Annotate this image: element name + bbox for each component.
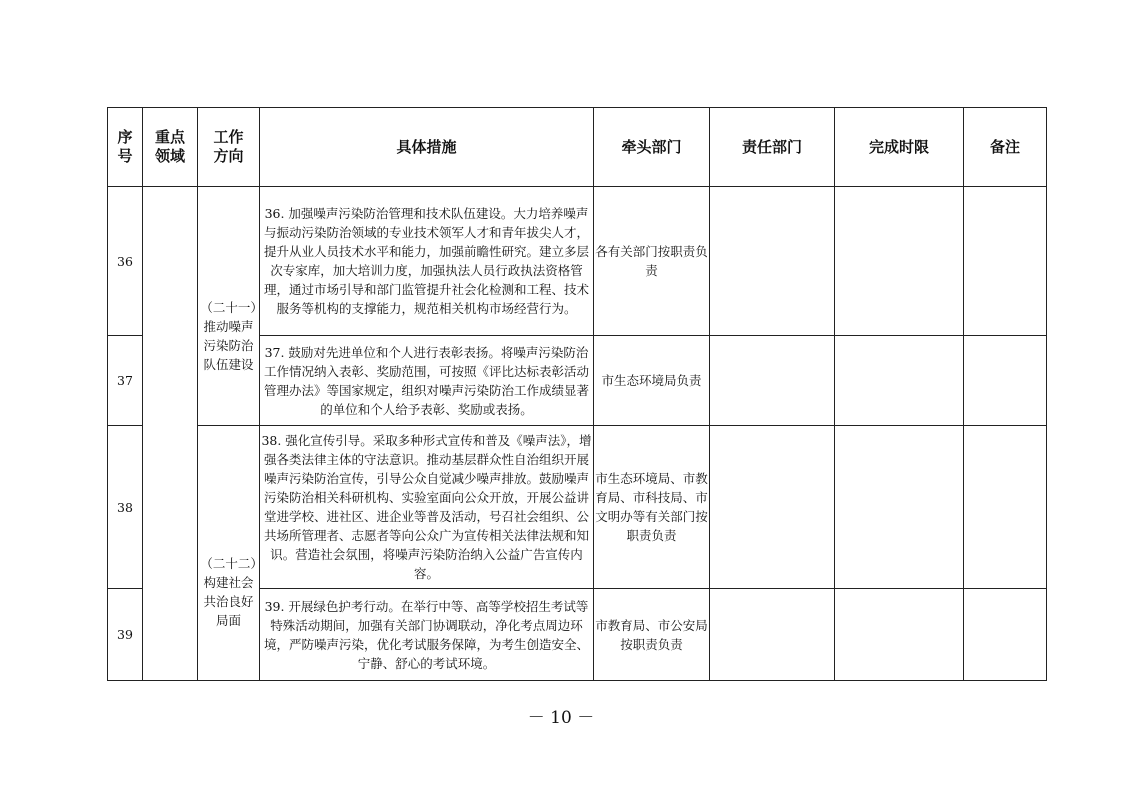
measure-cell: 38. 强化宣传引导。采取多种形式宣传和普及《噪声法》，增强各类法律主体的守法意识。推动基层群众性自治组织开展噪声污染防治宣传，引导公众自觉减少噪声排放。鼓励噪声污染防治相关科研机构、实验室面向公众开放，开展公益讲堂进学校、进社区、进企业等普及活动，号召社会组织、公共场所管理者、志愿者等向公众广为宣传相关法律法规和知识。营造社会氛围，将噪声污染防治纳入公益广告宣传内容。 xyxy=(260,426,594,589)
deadline-cell xyxy=(835,187,964,336)
lead-dept-cell: 各有关部门按职责负责 xyxy=(594,187,710,336)
header-seq-line1: 序 xyxy=(117,128,133,146)
direction-text: （二十一）推动噪声污染防治队伍建设 xyxy=(200,300,257,372)
header-seq xyxy=(108,108,143,187)
header-direction xyxy=(198,108,260,187)
remarks-cell xyxy=(964,187,1047,336)
resp-dept-cell xyxy=(710,426,835,589)
header-remarks: 备注 xyxy=(964,108,1047,187)
lead-dept-cell: 市生态环境局负责 xyxy=(594,336,710,426)
direction-cell xyxy=(198,426,260,681)
lead-dept-cell: 市生态环境局、市教育局、市科技局、市文明办等有关部门按职责负责 xyxy=(594,426,710,589)
header-measures: 具体措施 xyxy=(260,108,594,187)
measure-cell: 36. 加强噪声污染防治管理和技术队伍建设。大力培养噪声与振动污染防治领域的专业技术领军人才和青年拔尖人才，提升从业人员技术水平和能力，加强前瞻性研究。建立多层次专家库，加大培训力度，加强执法人员行政执法资格管理，通过市场引导和部门监管提升社会化检测和工程、技术服务等机构的支撑能力，规范相关机构市场经营行为。 xyxy=(260,187,594,336)
header-resp-dept: 责任部门 xyxy=(710,108,835,187)
measure-cell: 39. 开展绿色护考行动。在举行中等、高等学校招生考试等特殊活动期间，加强有关部门协调联动，净化考点周边环境，严防噪声污染，优化考试服务保障，为考生创造安全、宁静、舒心的考试环境。 xyxy=(260,589,594,681)
seq-cell: 37 xyxy=(108,336,143,426)
header-deadline: 完成时限 xyxy=(835,108,964,187)
header-area xyxy=(143,108,198,187)
deadline-cell xyxy=(835,589,964,681)
deadline-cell xyxy=(835,426,964,589)
deadline-cell xyxy=(835,336,964,426)
table-row xyxy=(108,426,1047,589)
resp-dept-cell xyxy=(710,336,835,426)
remarks-cell xyxy=(964,426,1047,589)
resp-dept-cell xyxy=(710,589,835,681)
direction-cell xyxy=(198,187,260,426)
measures-table xyxy=(107,107,1047,681)
remarks-cell xyxy=(964,336,1047,426)
remarks-cell xyxy=(964,589,1047,681)
table-row xyxy=(108,187,1047,336)
area-cell xyxy=(143,187,198,681)
header-seq-line2: 号 xyxy=(117,147,133,165)
page-number: － 10 － xyxy=(527,708,595,728)
header-direction-line1: 工作 xyxy=(213,128,244,146)
direction-text: （二十二）构建社会共治良好局面 xyxy=(200,556,257,628)
header-area-line1: 重点 xyxy=(154,128,185,146)
lead-dept-cell: 市教育局、市公安局按职责负责 xyxy=(594,589,710,681)
seq-cell: 38 xyxy=(108,426,143,589)
header-area-line2: 领域 xyxy=(154,147,185,165)
seq-cell: 36 xyxy=(108,187,143,336)
seq-cell: 39 xyxy=(108,589,143,681)
header-lead-dept: 牵头部门 xyxy=(594,108,710,187)
resp-dept-cell xyxy=(710,187,835,336)
measure-cell: 37. 鼓励对先进单位和个人进行表彰表扬。将噪声污染防治工作情况纳入表彰、奖励范围，可按照《评比达标表彰活动管理办法》等国家规定，组织对噪声污染防治工作成绩显著的单位和个人给予表彰、奖励或表扬。 xyxy=(260,336,594,426)
header-row xyxy=(108,108,1047,187)
header-direction-line2: 方向 xyxy=(213,147,244,165)
